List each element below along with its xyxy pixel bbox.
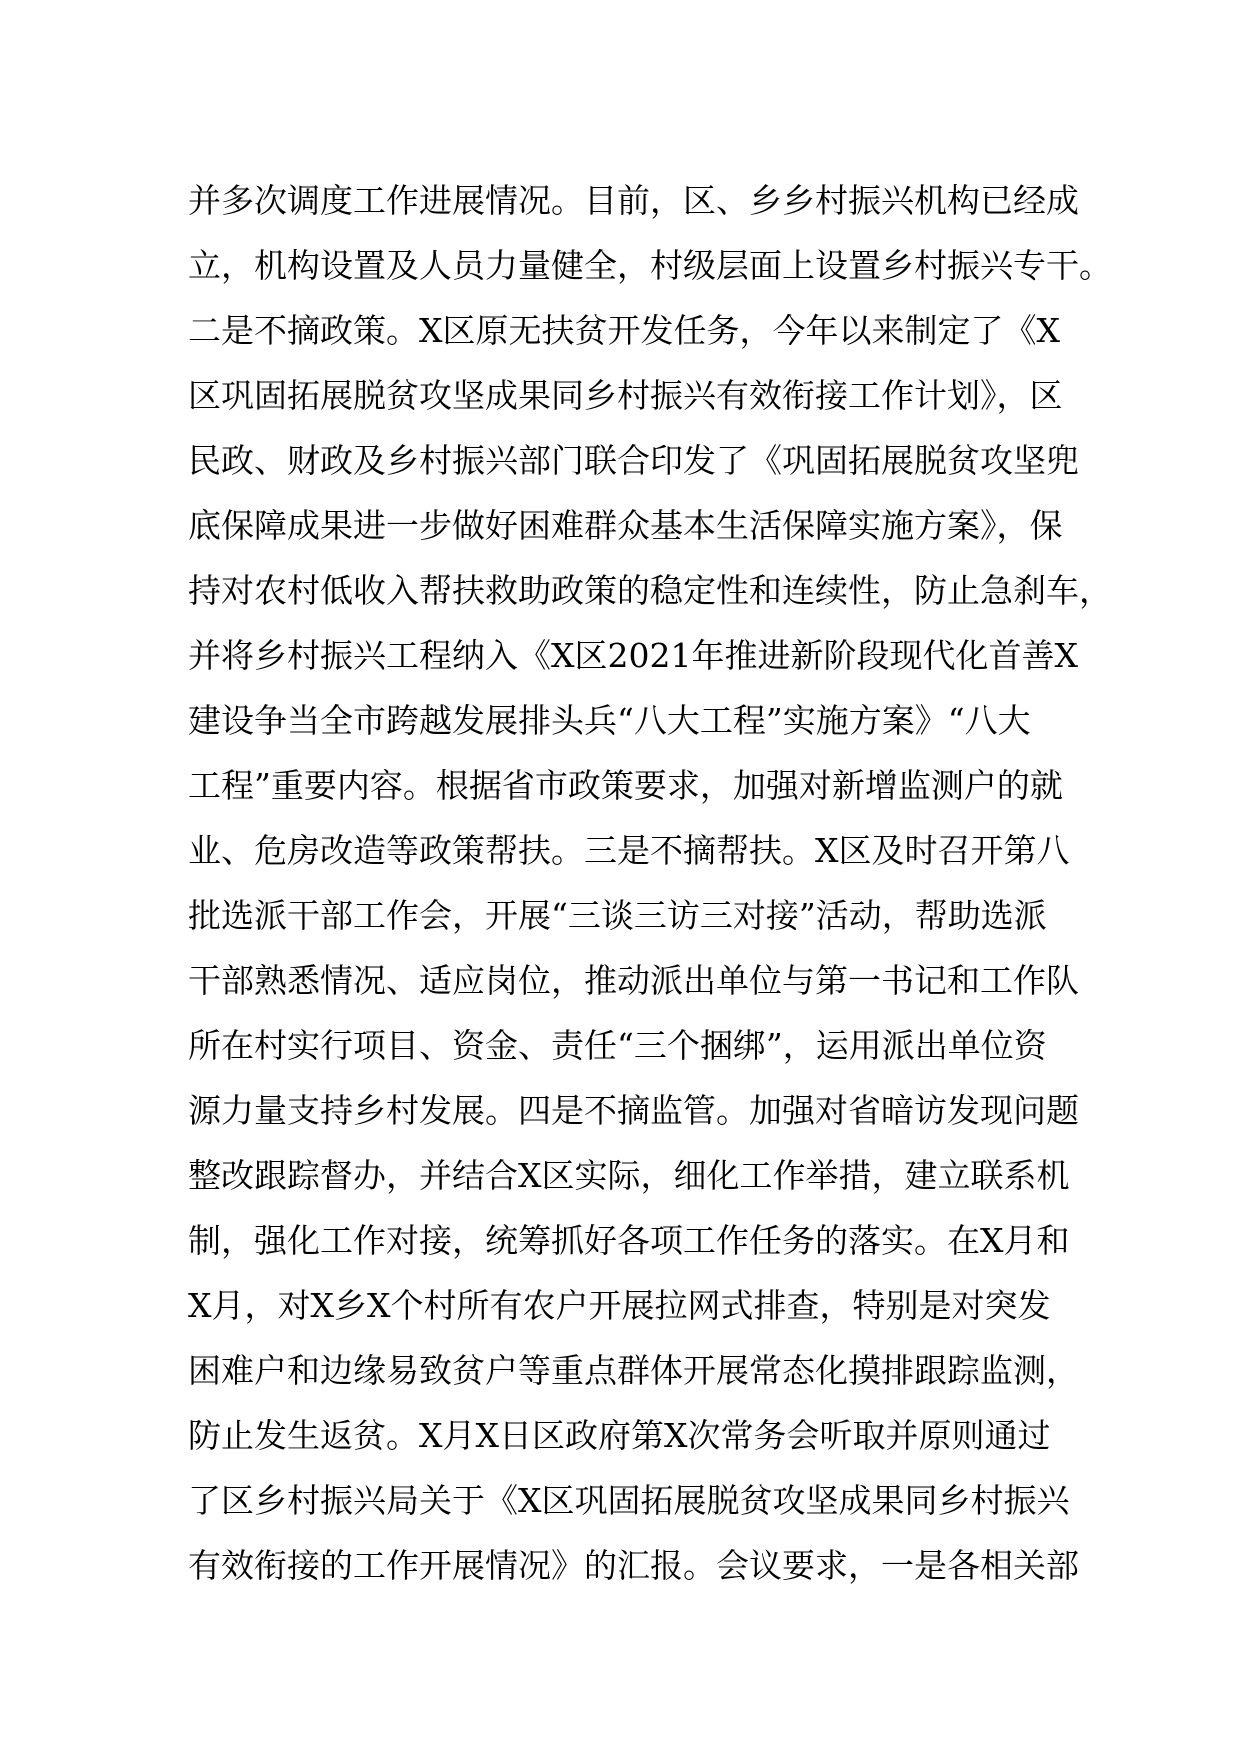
text-line-7: 持对农村低收入帮扶救助政策的稳定性和连续性，防止急刹车，	[188, 571, 1112, 610]
text-line-12: 批选派干部工作会，开展“三谈三访三对接”活动，帮助选派	[188, 896, 1047, 935]
text-line-20: 防止发生返贫。X月X日区政府第X次常务会听取并原则通过	[188, 1416, 1051, 1455]
text-line-11: 业、危房改造等政策帮扶。三是不摘帮扶。X区及时召开第八	[188, 831, 1070, 870]
text-line-5: 民政、财政及乡村振兴部门联合印发了《巩固拓展脱贫攻坚兜	[188, 441, 1079, 480]
text-line-15: 源力量支持乡村发展。四是不摘监管。加强对省暗访发现问题	[188, 1091, 1079, 1130]
text-line-9: 建设争当全市跨越发展排头兵“八大工程”实施方案》“八大	[188, 701, 1031, 740]
text-line-16: 整改跟踪督办，并结合X区实际，细化工作举措，建立联系机	[188, 1156, 1070, 1195]
text-line-6: 底保障成果进一步做好困难群众基本生活保障实施方案》，保	[188, 506, 1063, 545]
text-line-13: 干部熟悉情况、适应岗位，推动派出单位与第一书记和工作队	[188, 961, 1079, 1000]
text-line-2: 立，机构设置及人员力量健全，村级层面上设置乡村振兴专干。	[188, 246, 1112, 285]
text-line-21: 了区乡村振兴局关于《X区巩固拓展脱贫攻坚成果同乡村振兴	[188, 1481, 1070, 1520]
body-text	[188, 168, 1112, 1598]
text-line-14: 所在村实行项目、资金、责任“三个捆绑”，运用派出单位资	[188, 1026, 1047, 1065]
text-line-22: 有效衔接的工作开展情况》的汇报。会议要求，一是各相关部	[188, 1546, 1079, 1585]
text-line-19: 困难户和边缘易致贫户等重点群体开展常态化摸排跟踪监测，	[188, 1351, 1079, 1390]
text-line-1: 并多次调度工作进展情况。目前，区、乡乡村振兴机构已经成	[188, 181, 1079, 220]
text-line-17: 制，强化工作对接，统筹抓好各项工作任务的落实。在X月和	[188, 1221, 1070, 1260]
text-line-18: X月，对X乡X个村所有农户开展拉网式排查，特别是对突发	[188, 1286, 1051, 1325]
text-line-3: 二是不摘政策。X区原无扶贫开发任务，今年以来制定了《X	[188, 311, 1060, 350]
text-line-8: 并将乡村振兴工程纳入《X区2021年推进新阶段现代化首善X	[188, 636, 1078, 675]
text-line-10: 工程”重要内容。根据省市政策要求，加强对新增监测户的就	[188, 766, 1063, 805]
text-line-4: 区巩固拓展脱贫攻坚成果同乡村振兴有效衔接工作计划》，区	[188, 376, 1063, 415]
